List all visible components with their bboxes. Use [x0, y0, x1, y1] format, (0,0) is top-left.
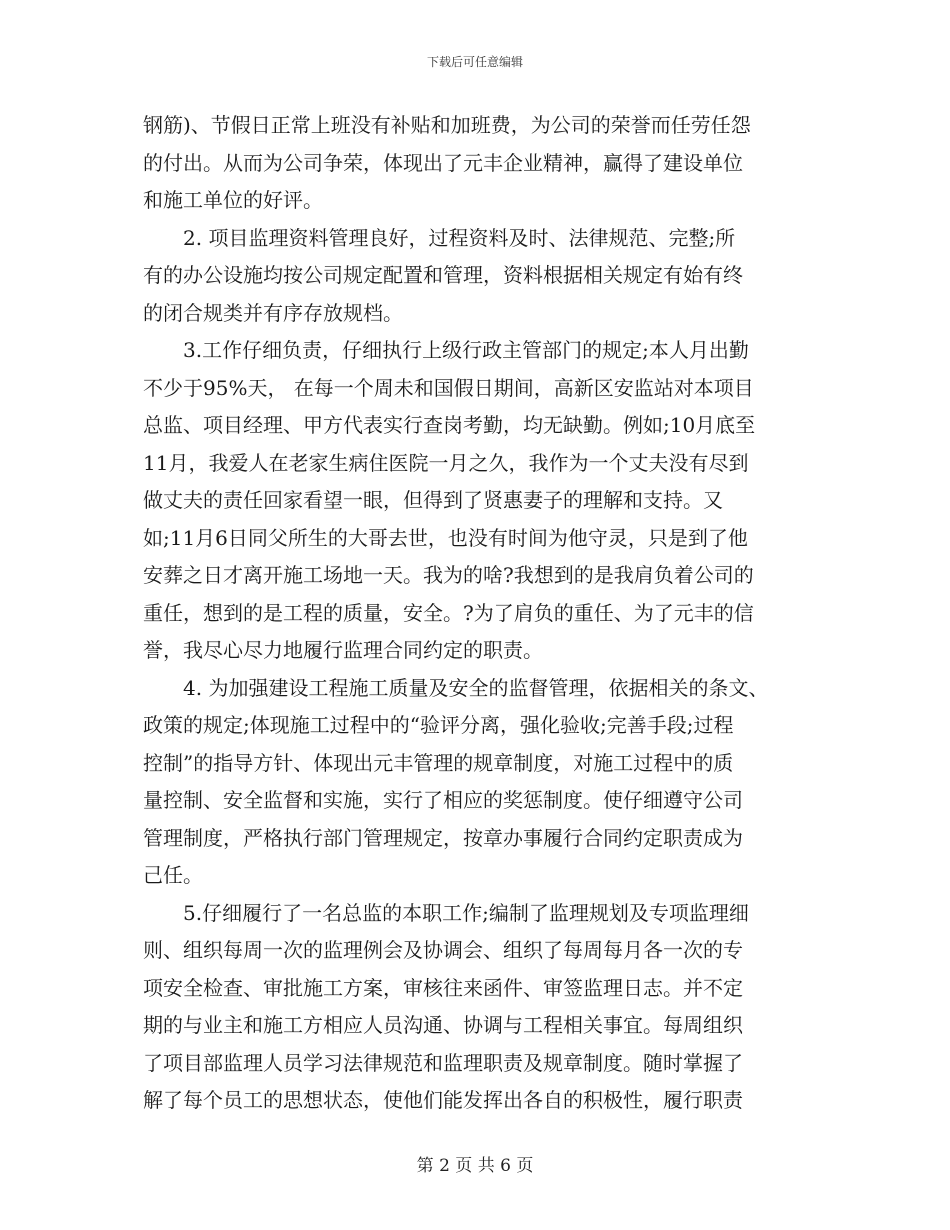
text-line: 项安全检查、审批施工方案，审核往来函件、审签监理日志。并不定: [143, 975, 743, 1000]
text-line: 钢筋)、节假日正常上班没有补贴和加班费，为公司的荣誉而任劳任怨: [143, 113, 751, 137]
page-number: 第 2 页 共 6 页: [416, 1156, 534, 1176]
text-line: 的付出。从而为公司争荣，体现出了元丰企业精神，赢得了建设单位: [143, 150, 743, 175]
text-line: 3.工作仔细负责，仔细执行上级行政主管部门的规定;本人月出勤: [183, 338, 749, 362]
text-line: 4. 为加强建设工程施工质量及安全的监督管理，依据相关的条文、: [183, 675, 769, 700]
text-line: 解了每个员工的思想状态，使他们能发挥出各自的积极性，履行职责: [143, 1088, 743, 1112]
text-line: 期的与业主和施工方相应人员沟通、协调与工程相关事宜。每周组织: [143, 1013, 743, 1037]
text-line: 重任，想到的是工程的质量，安全。?为了肩负的重任、为了元丰的信: [143, 600, 754, 625]
text-line: 了项目部监理人员学习法律规范和监理职责及规章制度。随时掌握了: [143, 1050, 743, 1075]
text-line: 2. 项目监理资料管理良好，过程资料及时、法律规范、完整;所: [183, 225, 736, 250]
text-line: 11月，我爱人在老家生病住医院一月之久，我作为一个丈夫没有尽到: [143, 450, 749, 475]
text-line: 管理制度，严格执行部门管理规定，按章办事履行合同约定职责成为: [143, 825, 743, 850]
page-header: 下载后可任意编辑: [426, 55, 523, 69]
text-line: 的闭合规类并有序存放规档。: [143, 300, 403, 325]
text-line: 量控制、安全监督和实施，实行了相应的奖惩制度。使仔细遵守公司: [143, 788, 743, 812]
document-body: [143, 107, 823, 1120]
text-line: 则、组织每周一次的监理例会及协调会、组织了每周每月各一次的专: [143, 938, 743, 962]
text-line: 做丈夫的责任回家看望一眼，但得到了贤惠妻子的理解和支持。又: [143, 488, 723, 512]
text-line: 如;11月6日同父所生的大哥去世，也没有时间为他守灵，只是到了他: [143, 525, 748, 550]
text-line: 誉，我尽心尽力地履行监理合同约定的职责。: [143, 638, 543, 662]
text-line: 5.仔细履行了一名总监的本职工作;编制了监理规划及专项监理细: [183, 900, 749, 925]
text-line: 安葬之日才离开施工场地一天。我为的啥?我想到的是我肩负着公司的: [143, 563, 754, 587]
text-line: 不少于95%天， 在每一个周未和国假日期间，高新区安监站对本项目: [143, 375, 754, 400]
text-line: 己任。: [143, 863, 203, 887]
text-line: 和施工单位的好评。: [143, 188, 323, 212]
text-line: 总监、项目经理、甲方代表实行查岗考勤，均无缺勤。例如;10月底至: [143, 413, 756, 437]
text-line: 控制”的指导方针、体现出元丰管理的规章制度，对施工过程中的质: [143, 750, 734, 775]
text-line: 政策的规定;体现施工过程中的“验评分离，强化验收;完善手段;过程: [143, 713, 734, 737]
text-line: 有的办公设施均按公司规定配置和管理，资料根据相关规定有始有终: [143, 263, 743, 287]
